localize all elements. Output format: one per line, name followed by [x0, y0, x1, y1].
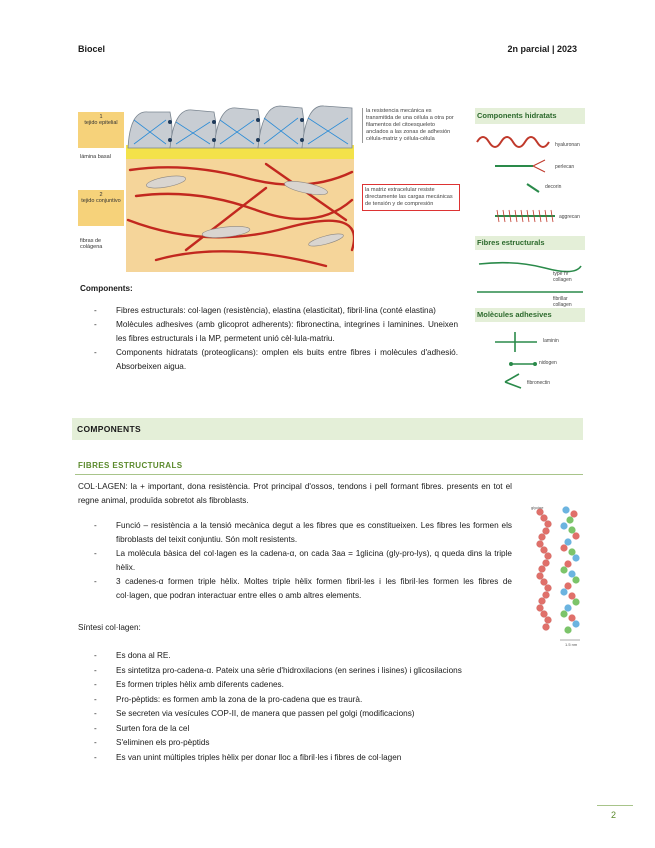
epitelial-label: tejido epitelial: [84, 120, 118, 126]
fibronectin-label: fibronectin: [527, 380, 551, 386]
hidratats-header: [475, 108, 585, 124]
subsection-rule: [75, 474, 583, 475]
glycine-label: glycine: [531, 505, 544, 510]
collagen-item-1: - Funció – resistència a la tensió mecànica degut a les fibres que es constitueixen. Les fibres les formen els fibroblasts del teixit conjuntiu. Són molt resistents.: [116, 519, 512, 547]
collagen-intro: COL·LAGEN: la + important, dona resistència. Prot principal d'ossos, tendons i pell formant fibres. presents en tot el regne animal, produïda sobretot als fibroblasts.: [78, 482, 512, 505]
section-heading: COMPONENTS: [77, 424, 141, 434]
section-heading-bar: [72, 418, 583, 440]
components-figure: [475, 108, 585, 390]
sintesi-item-2: - Es sintetitza pro-cadena-α. Pateix una sèrie d'hidroxilacions (en serines i lisines) i glicosilacions: [116, 664, 556, 679]
estructurals-title: Fibres estructurals: [477, 238, 545, 247]
lamina-label: lámina basal: [80, 154, 111, 160]
perlecan-label: perlecan: [555, 164, 575, 170]
components-item-2: - Molècules adhesives (amb glicoprot adherents): fibronectina, integrines i laminines. Uneixen les fibres estructurals i la MP, permetent unió cèl·lula-matriu.: [116, 318, 458, 346]
aggrecan-label: aggrecan: [559, 214, 580, 220]
adhesives-title: Molècules adhesives: [477, 310, 552, 319]
components-item-1: - Fibres estructurals: col·lagen (resistència), elastina (elasticitat), fibril·lina (conté elastina): [116, 304, 458, 318]
conjuntivo-label-box: [78, 190, 124, 226]
note-epitelial: la resistencia mecánica es transmitida de una célula a otra por filamentos del citoesqueleto anclados a las zonas de adhesión célula-matriz y célula-célula: [362, 108, 458, 143]
decorin-label: decorin: [545, 184, 562, 190]
note-conjuntivo: la matriz extracelular resiste directamente las cargas mecánicas de tensión y de compresión: [362, 184, 460, 211]
sintesi-item-5: - Se secreten via vesícules COP-II, de manera que passen pel golgi (modificacions): [116, 707, 556, 722]
sintesi-item-6: - Surten fora de la cel: [116, 722, 556, 737]
header-left: Biocel: [78, 44, 106, 54]
collagen-list: [116, 519, 512, 603]
adhesives-header: [475, 308, 585, 322]
fibras-label: fibras de colágena: [80, 238, 103, 250]
epitelial-num: 1: [99, 114, 103, 120]
sintesi-list: [116, 649, 556, 765]
subsection-heading: FIBRES ESTRUCTURALS: [78, 461, 183, 470]
sintesi-item-3: - Es formen triples hèlix amb diferents cadenes.: [116, 678, 556, 693]
triple-helix-figure: [530, 500, 586, 646]
tissue-illustration: [126, 100, 354, 272]
sintesi-item-7: - S'eliminen els pro-pèptids: [116, 736, 556, 751]
collagen-item-2: - La molècula bàsica del col·lagen es la cadena-α, on cada 3aa = 1glicina (gly-pro-lys), q queda dins la triple hèlix.: [116, 547, 512, 575]
page-number: 2: [611, 810, 617, 820]
header-right: 2n parcial | 2023: [507, 44, 577, 54]
estructurals-header: [475, 236, 585, 250]
components-item-3: - Components hidratats (proteoglicans): omplen els buits entre fibres i molècules d'adhesió. Absorbeixen aigua.: [116, 346, 458, 374]
page-number-rule: [597, 805, 633, 806]
tissue-figure: [78, 100, 458, 272]
sintesi-item-4: - Pro-pèptids: es formen amb la zona de la pro-cadena que es traurà.: [116, 693, 556, 708]
sintesi-title: Síntesi col·lagen:: [78, 623, 141, 632]
conjuntivo-num: 2: [99, 192, 103, 198]
components-list: [116, 304, 458, 374]
laminin-label: laminin: [543, 338, 559, 344]
hidratats-title: Components hidratats: [477, 111, 557, 120]
collagen-item-3: - 3 cadenes-α formen triple hèlix. Moltes triple hèlix formen fibril·les i les fibril·les formen les fibres de col·lagen, que podran interactuar entre elles o amb altres elements.: [116, 575, 512, 603]
hyaluronan-label: hyaluronan: [555, 142, 580, 148]
epitelial-label-box: [78, 112, 124, 148]
sintesi-item-8: - Es van unint múltiples triples hèlix per donar lloc a fibril·les i fibres de col·lagen: [116, 751, 556, 766]
collagen4-label: type IV collagen: [553, 271, 572, 283]
conjuntivo-label: tejido conjuntivo: [81, 198, 121, 204]
fibrillar-label: fibrillar collagen: [553, 296, 572, 308]
sintesi-item-1: - Es dona al RE.: [116, 649, 556, 664]
components-title: Components:: [80, 284, 133, 293]
nidogen-label: nidogen: [539, 360, 557, 366]
helix-scale-label: 1.5 nm: [565, 642, 578, 647]
